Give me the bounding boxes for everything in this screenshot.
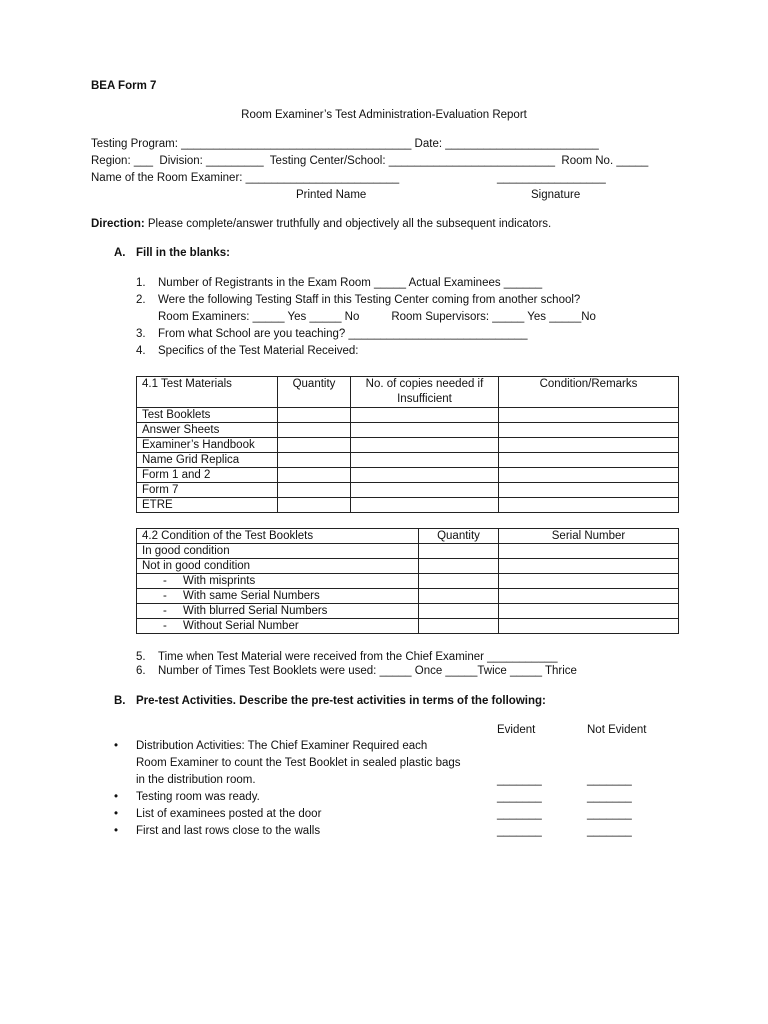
cell[interactable] [351, 483, 499, 498]
row-label: ETRE [137, 498, 278, 513]
booklet-condition-table [136, 528, 679, 634]
activity-rows-walls: First and last rows close to the walls [136, 825, 321, 837]
table-row [137, 589, 679, 604]
row-label: Examiner’s Handbook [137, 438, 278, 453]
cell[interactable] [499, 423, 679, 438]
cell[interactable] [351, 408, 499, 423]
table-header: Serial Number [499, 529, 679, 544]
table-row [137, 453, 679, 468]
row-label: In good condition [137, 544, 419, 559]
not-evident-blank[interactable]: _______ [587, 791, 632, 803]
evident-blank[interactable]: _______ [497, 825, 542, 837]
table-row [137, 559, 679, 574]
item-num: 4. [136, 345, 146, 357]
row-label: Form 1 and 2 [137, 468, 278, 483]
section-a-title: Fill in the blanks: [136, 247, 230, 259]
test-materials-table [136, 376, 679, 513]
item-time-received[interactable]: Time when Test Material were received from the Chief Examiner ___________ [158, 651, 558, 663]
not-evident-header: Not Evident [587, 724, 647, 736]
row-label: Not in good condition [137, 559, 419, 574]
cell[interactable] [499, 438, 679, 453]
table-header: No. of copies needed if Insufficient [351, 377, 499, 408]
direction-label: Direction: [91, 218, 145, 230]
not-evident-blank[interactable]: _______ [587, 774, 632, 786]
testing-program-line[interactable]: Testing Program: ____________________________________ Date: ________________________ [91, 138, 599, 150]
direction [91, 218, 551, 232]
cell[interactable] [419, 589, 499, 604]
item-testing-staff: Were the following Testing Staff in this Testing Center coming from another school? [158, 294, 581, 306]
table-row [137, 604, 679, 619]
item-num: 3. [136, 328, 146, 340]
cell[interactable] [419, 544, 499, 559]
section-a-letter: A. [114, 247, 126, 259]
table-header: 4.2 Condition of the Test Booklets [137, 529, 419, 544]
cell[interactable] [499, 453, 679, 468]
cell[interactable] [499, 574, 679, 589]
signature-caption: Signature [531, 189, 581, 201]
item-registrants[interactable]: Number of Registrants in the Exam Room _____ Actual Examinees ______ [158, 277, 543, 289]
table-header: 4.1 Test Materials [137, 377, 278, 408]
table-row [137, 438, 679, 453]
cell[interactable] [351, 468, 499, 483]
table-row [137, 574, 679, 589]
cell[interactable] [419, 559, 499, 574]
table-row [137, 468, 679, 483]
signature-blank[interactable]: _________________ [497, 172, 606, 184]
cell[interactable] [499, 559, 679, 574]
cell[interactable] [499, 604, 679, 619]
cell[interactable] [419, 574, 499, 589]
row-label: Test Booklets [137, 408, 278, 423]
activity-distribution: Distribution Activities: The Chief Examiner Required each [136, 740, 428, 752]
table-row [137, 544, 679, 559]
row-label: - With blurred Serial Numbers [137, 604, 419, 619]
bullet: • [114, 825, 119, 837]
dash: - [163, 605, 167, 617]
row-label: - With same Serial Numbers [137, 589, 419, 604]
section-b-title: Pre-test Activities. Describe the pre-test activities in terms of the following: [136, 695, 546, 707]
cell[interactable] [499, 589, 679, 604]
region-line[interactable]: Region: ___ Division: _________ Testing Center/School: __________________________ Room No. _____ [91, 155, 649, 167]
table-row [137, 423, 679, 438]
cell[interactable] [499, 619, 679, 634]
cell[interactable] [419, 619, 499, 634]
row-label: - With misprints [137, 574, 419, 589]
table-row [137, 483, 679, 498]
row-label: - Without Serial Number [137, 619, 419, 634]
activity-room-ready: Testing room was ready. [136, 791, 260, 803]
table-header: Condition/Remarks [499, 377, 679, 408]
not-evident-blank[interactable]: _______ [587, 808, 632, 820]
item-num: 6. [136, 665, 146, 677]
cell[interactable] [499, 408, 679, 423]
cell[interactable] [499, 498, 679, 513]
cell[interactable] [419, 604, 499, 619]
cell[interactable] [278, 453, 351, 468]
row-label: Answer Sheets [137, 423, 278, 438]
cell[interactable] [278, 438, 351, 453]
item-num: 5. [136, 651, 146, 663]
cell[interactable] [278, 408, 351, 423]
table-row [137, 408, 679, 423]
dash: - [163, 575, 167, 587]
item-school[interactable]: From what School are you teaching? ____________________________ [158, 328, 528, 340]
dash: - [163, 590, 167, 602]
evident-blank[interactable]: _______ [497, 791, 542, 803]
evident-blank[interactable]: _______ [497, 774, 542, 786]
cell[interactable] [351, 453, 499, 468]
bullet: • [114, 740, 119, 752]
bullet: • [114, 791, 119, 803]
cell[interactable] [499, 468, 679, 483]
table-header: Quantity [419, 529, 499, 544]
row-label: Form 7 [137, 483, 278, 498]
table-header-row [137, 529, 679, 544]
activity-distribution: Room Examiner to count the Test Booklet in sealed plastic bags [136, 757, 461, 769]
cell[interactable] [278, 498, 351, 513]
row-label: Name Grid Replica [137, 453, 278, 468]
not-evident-blank[interactable]: _______ [587, 825, 632, 837]
table-header-row [137, 377, 679, 408]
cell[interactable] [499, 483, 679, 498]
form-id: BEA Form 7 [91, 80, 157, 92]
item-times-used[interactable]: Number of Times Test Booklets were used: _____ Once _____Twice _____ Thrice [158, 665, 577, 677]
item-num: 1. [136, 277, 146, 289]
cell[interactable] [499, 544, 679, 559]
cell[interactable] [278, 468, 351, 483]
bullet: • [114, 808, 119, 820]
dash: - [163, 620, 167, 632]
item-staff-yes-no[interactable]: Room Examiners: _____ Yes _____ No Room Supervisors: _____ Yes _____No [158, 311, 596, 323]
table-row [137, 619, 679, 634]
item-specifics: Specifics of the Test Material Received: [158, 345, 359, 357]
printed-name-caption: Printed Name [296, 189, 367, 201]
evident-header: Evident [497, 724, 536, 736]
cell[interactable] [278, 483, 351, 498]
direction-text: Please complete/answer truthfully and objectively all the subsequent indicators. [144, 218, 552, 230]
cell[interactable] [351, 423, 499, 438]
table-row [137, 498, 679, 513]
cell[interactable] [351, 498, 499, 513]
cell[interactable] [278, 423, 351, 438]
page-title: Room Examiner’s Test Administration-Evaluation Report [241, 109, 527, 121]
evident-blank[interactable]: _______ [497, 808, 542, 820]
section-b-letter: B. [114, 695, 126, 707]
cell[interactable] [351, 438, 499, 453]
item-num: 2. [136, 294, 146, 306]
activity-list-posted: List of examinees posted at the door [136, 808, 322, 820]
room-examiner-name-line[interactable]: Name of the Room Examiner: ________________________ [91, 172, 400, 184]
table-header: Quantity [278, 377, 351, 408]
activity-distribution: in the distribution room. [136, 774, 256, 786]
